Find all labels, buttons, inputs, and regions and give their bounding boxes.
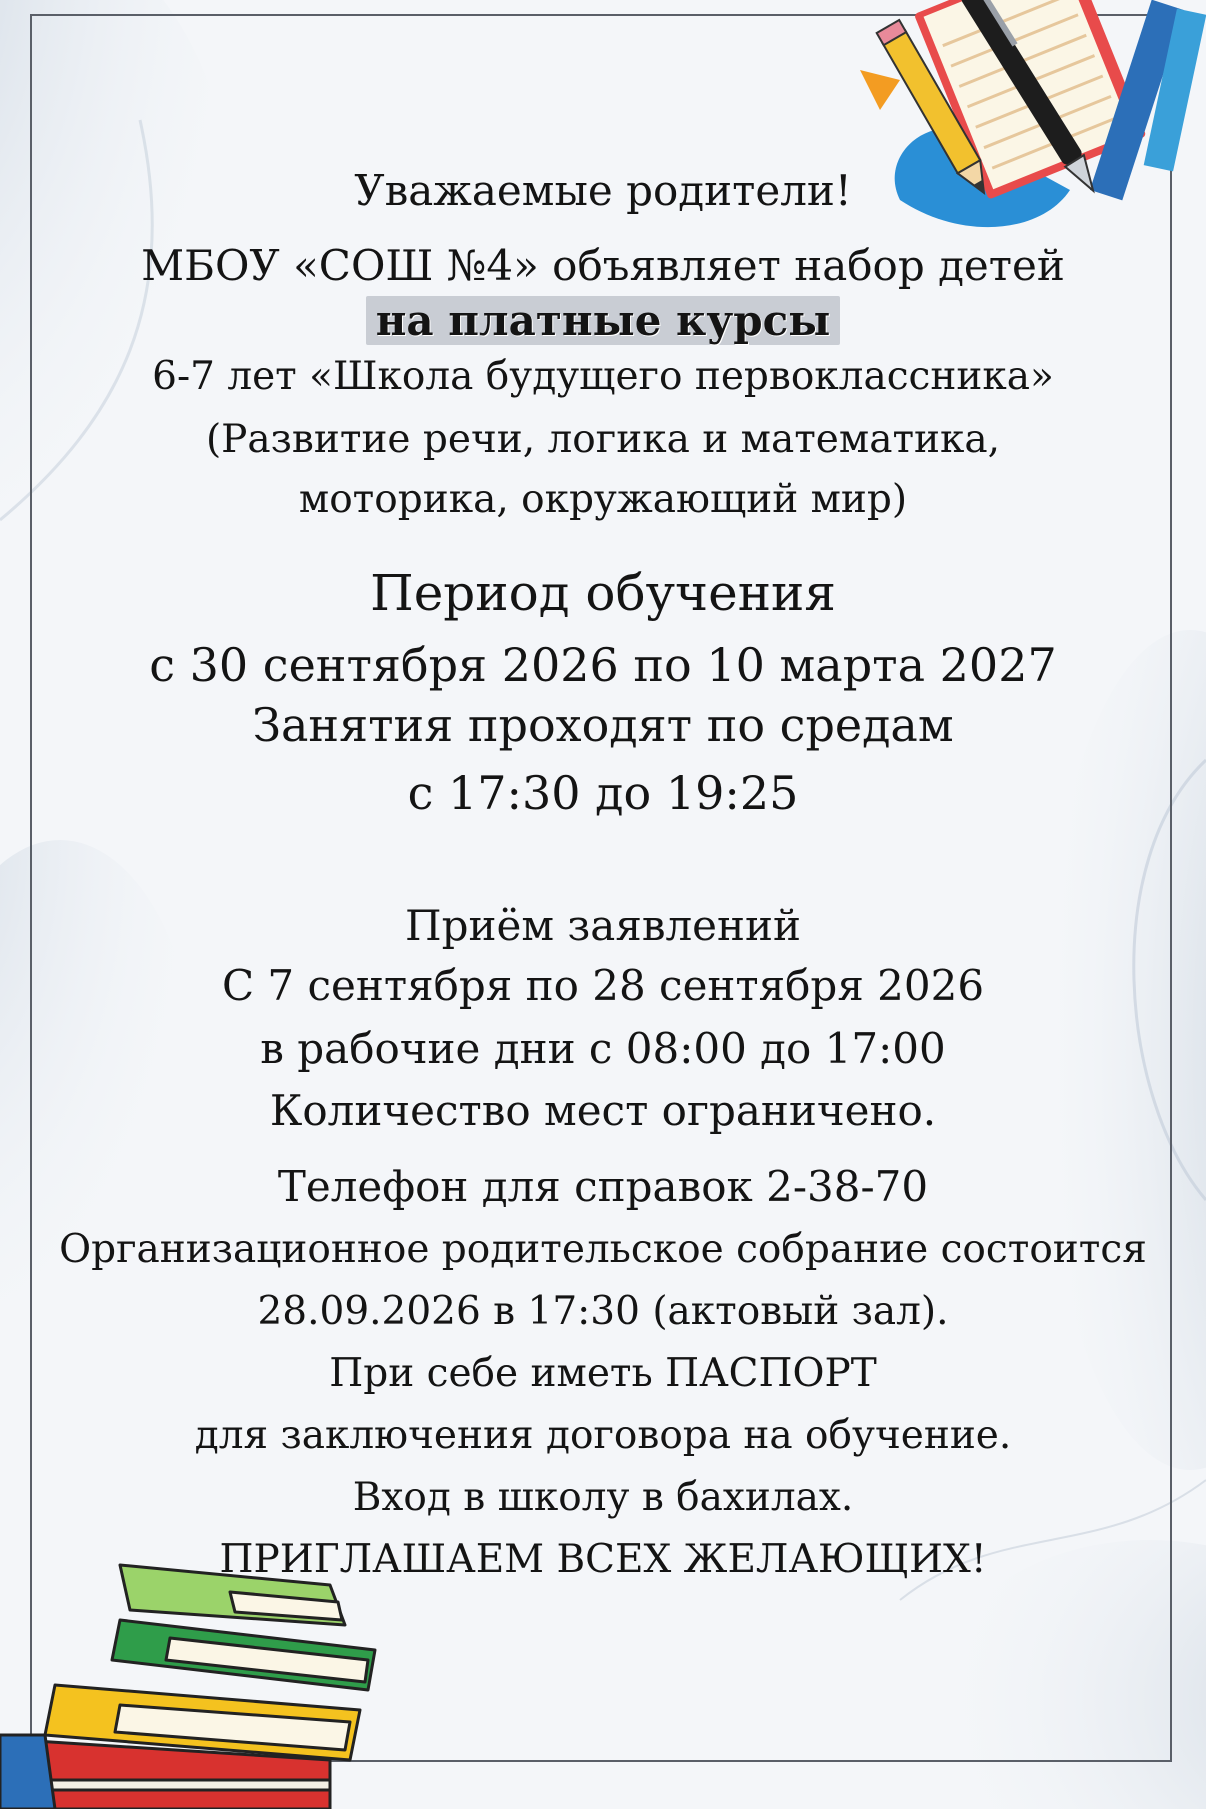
meeting-line-2: 28.09.2026 в 17:30 (актовый зал). (257, 1289, 949, 1334)
meeting-line-1: Организационное родительское собрание состоится (59, 1227, 1147, 1272)
applications-title: Приём заявлений (405, 901, 801, 950)
course-type: на платные курсы (366, 296, 841, 345)
schedule-days: Занятия проходят по средам (252, 698, 954, 752)
greeting: Уважаемые родители! (354, 166, 852, 215)
phone-line: Телефон для справок 2-38-70 (277, 1162, 929, 1211)
period-dates: с 30 сентября 2026 по 10 марта 2027 (149, 638, 1057, 692)
invitation-line: ПРИГЛАШАЕМ ВСЕХ ЖЕЛАЮЩИХ! (219, 1537, 987, 1582)
subjects-line-1: (Развитие речи, логика и математика, (205, 417, 1001, 462)
announcement: МБОУ «СОШ №4» объявляет набор детей (141, 241, 1065, 290)
applications-hours: в рабочие дни с 08:00 до 17:00 (260, 1024, 946, 1073)
period-title: Период обучения (370, 564, 836, 622)
limited-places: Количество мест ограничено. (269, 1086, 937, 1135)
schedule-time: с 17:30 до 19:25 (407, 766, 799, 820)
shoe-covers-line: Вход в школу в бахилах. (352, 1475, 854, 1520)
passport-line-2: для заключения договора на обучение. (194, 1413, 1012, 1458)
subjects-line-2: моторика, окружающий мир) (298, 477, 908, 522)
program-title: 6-7 лет «Школа будущего первоклассника» (152, 354, 1054, 399)
passport-line-1: При себе иметь ПАСПОРТ (329, 1351, 877, 1396)
applications-dates: С 7 сентября по 28 сентября 2026 (221, 961, 985, 1010)
